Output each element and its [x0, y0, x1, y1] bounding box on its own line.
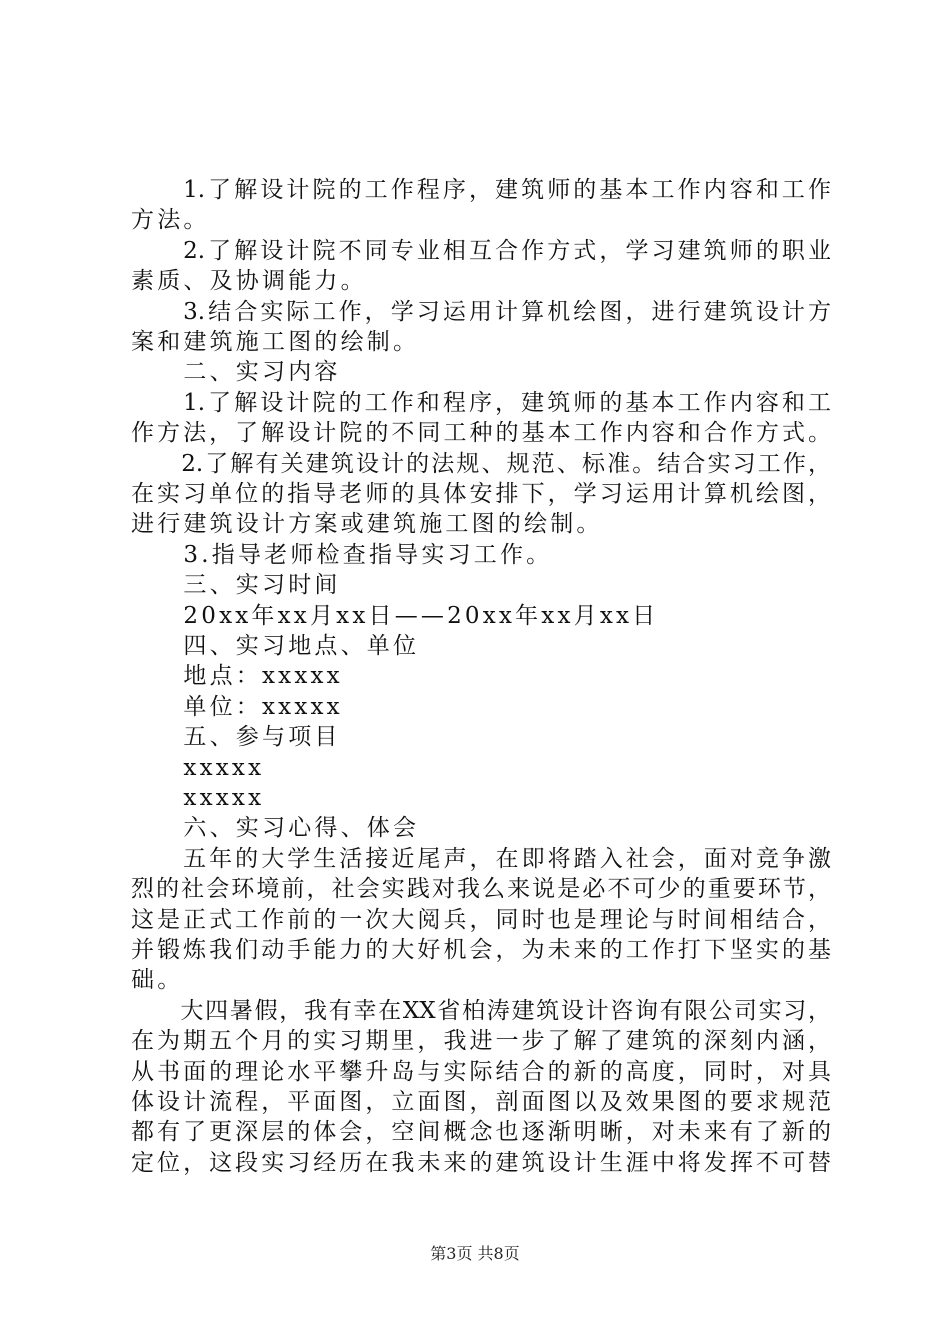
- text-line: 大四暑假，我有幸在XX省柏涛建筑设计咨询有限公司实习，: [131, 997, 831, 1024]
- text-line: 1.了解设计院的工作和程序，建筑师的基本工作内容和工: [131, 389, 831, 416]
- text-line: 进行建筑设计方案或建筑施工图的绘制。: [131, 511, 603, 538]
- text-line: 3.指导老师检查指导实习工作。: [131, 541, 553, 568]
- unit-line: 单位：xxxxx: [131, 693, 343, 720]
- text-line: 素质、及协调能力。: [131, 268, 367, 295]
- text-line: 1.了解设计院的工作程序，建筑师的基本工作内容和工作: [131, 177, 831, 203]
- text-line: 在实习单位的指导老师的具体安排下，学习运用计算机绘图，: [131, 481, 831, 507]
- text-line: 案和建筑施工图的绘制。: [131, 329, 420, 355]
- text-line: 2.了解设计院不同专业相互合作方式，学习建筑师的职业: [131, 237, 831, 264]
- text-line: 从书面的理论水平攀升岛与实际结合的新的高度，同时，对具: [131, 1058, 831, 1085]
- date-range: 20xx年xx月xx日——20xx年xx月xx日: [131, 602, 659, 629]
- text-line: 体设计流程，平面图，立面图，剖面图以及效果图的要求规范: [131, 1089, 831, 1115]
- text-line: 并锻炼我们动手能力的大好机会，为未来的工作打下坚实的基: [131, 937, 831, 963]
- text-line: 3.结合实际工作，学习运用计算机绘图，进行建筑设计方: [131, 298, 831, 325]
- text-line: 烈的社会环境前，社会实践对我么来说是必不可少的重要环节，: [131, 876, 831, 903]
- text-line: 方法。: [131, 207, 210, 234]
- text-line: 都有了更深层的体会，空间概念也逐渐明晰，对未来有了新的: [131, 1119, 831, 1146]
- section-heading: 三、实习时间: [131, 572, 341, 599]
- section-heading: 四、实习地点、单位: [131, 633, 420, 659]
- text-line: 五年的大学生活接近尾声，在即将踏入社会，面对竞争激: [131, 845, 831, 872]
- project-item: xxxxx: [131, 754, 265, 781]
- section-heading: 二、实习内容: [131, 359, 341, 386]
- location-line: 地点：xxxxx: [131, 663, 343, 690]
- section-heading: 五、参与项目: [131, 724, 341, 751]
- text-line: 2.了解有关建筑设计的法规、规范、标准。结合实习工作，: [131, 450, 831, 477]
- text-line: 定位，这段实习经历在我未来的建筑设计生涯中将发挥不可替: [131, 1149, 831, 1176]
- text-line: 作方法，了解设计院的不同工种的基本工作内容和合作方式。: [131, 420, 831, 447]
- page-footer: 第3页 共8页: [430, 1244, 520, 1263]
- section-heading: 六、实习心得、体会: [131, 815, 420, 842]
- project-item: xxxxx: [131, 785, 265, 811]
- text-line: 在为期五个月的实习期里，我进一步了解了建筑的深刻内涵，: [131, 1028, 831, 1055]
- text-line: 这是正式工作前的一次大阅兵，同时也是理论与时间相结合，: [131, 906, 831, 933]
- text-line: 础。: [131, 967, 184, 994]
